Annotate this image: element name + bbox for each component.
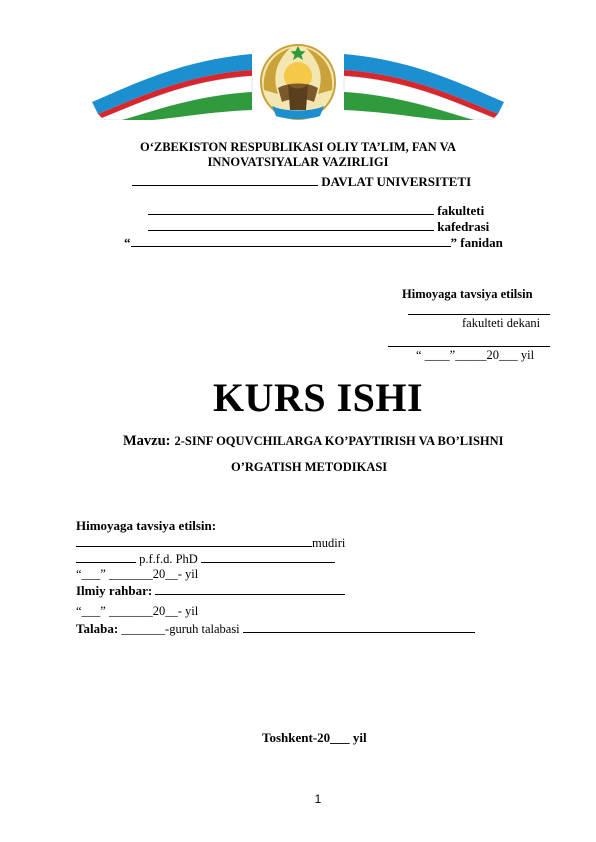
student-text: _______-guruh talabasi bbox=[121, 622, 240, 636]
topic-text-2: O’RGATISH METODIKASI bbox=[231, 460, 388, 474]
supervisor-blank bbox=[155, 583, 345, 595]
degree-blank-2 bbox=[201, 551, 335, 563]
topic-label: Mavzu: bbox=[123, 433, 171, 449]
state-emblem-banner bbox=[92, 40, 504, 120]
faculty-blank bbox=[148, 203, 434, 215]
subject-blank bbox=[131, 235, 451, 247]
subject-line bbox=[124, 235, 503, 251]
ministry-line-2: INNOVATSIYALAR VAZIRLIGI bbox=[207, 155, 389, 169]
university-suffix: DAVLAT UNIVERSITETI bbox=[321, 174, 472, 189]
student-line bbox=[76, 621, 475, 637]
department-head-blank bbox=[76, 535, 312, 547]
approval-top-title: Himoyaga tavsiya etilsin bbox=[402, 287, 533, 301]
city-year: Toshkent-20___ yil bbox=[262, 730, 367, 745]
topic-text-1: 2-SINF OQUVCHILARGA KO’PAYTIRISH VA BO’LISHNI bbox=[174, 434, 504, 448]
approval-date-2: “___” _______20__- yil bbox=[76, 604, 199, 618]
department-line bbox=[148, 219, 489, 235]
approval-top-blank-2 bbox=[388, 336, 550, 347]
topic-line-1 bbox=[123, 432, 504, 450]
ministry-line-1: O‘ZBEKISTON RESPUBLIKASI OLIY TA’LIM, FAN VA bbox=[139, 140, 457, 154]
student-blank bbox=[243, 621, 475, 633]
degree-blank-1 bbox=[76, 551, 136, 563]
subject-open-quote: “ bbox=[124, 235, 131, 250]
student-label: Talaba: bbox=[76, 621, 119, 636]
ministry-heading bbox=[0, 140, 596, 170]
approval-top-date: “ ____”_____20___ yil bbox=[416, 348, 535, 362]
department-head-suffix: mudiri bbox=[312, 536, 346, 550]
faculty-line bbox=[148, 203, 484, 219]
right-flag-icon bbox=[344, 54, 504, 120]
page-number: 1 bbox=[314, 792, 322, 806]
document-title: KURS ISHI bbox=[212, 375, 424, 420]
degree-text: p.f.f.d. PhD bbox=[139, 552, 198, 566]
left-flag-icon bbox=[92, 54, 252, 120]
approval-top-dean: fakulteti dekani bbox=[462, 316, 541, 330]
degree-line bbox=[76, 551, 335, 567]
approval-date-1: “___” _______20__- yil bbox=[76, 567, 199, 581]
department-head-line bbox=[76, 535, 345, 551]
approval-top-blank-1 bbox=[408, 304, 550, 315]
university-line bbox=[132, 174, 471, 190]
faculty-suffix: fakulteti bbox=[437, 203, 485, 218]
supervisor-label: Ilmiy rahbar: bbox=[76, 583, 153, 598]
subject-suffix: ” fanidan bbox=[450, 235, 503, 250]
department-blank bbox=[148, 219, 434, 231]
supervisor-line bbox=[76, 583, 345, 599]
university-blank bbox=[132, 174, 318, 186]
department-suffix: kafedrasi bbox=[437, 219, 490, 234]
approval-bottom-title: Himoyaga tavsiya etilsin: bbox=[76, 518, 217, 533]
coat-of-arms-icon bbox=[261, 45, 335, 119]
